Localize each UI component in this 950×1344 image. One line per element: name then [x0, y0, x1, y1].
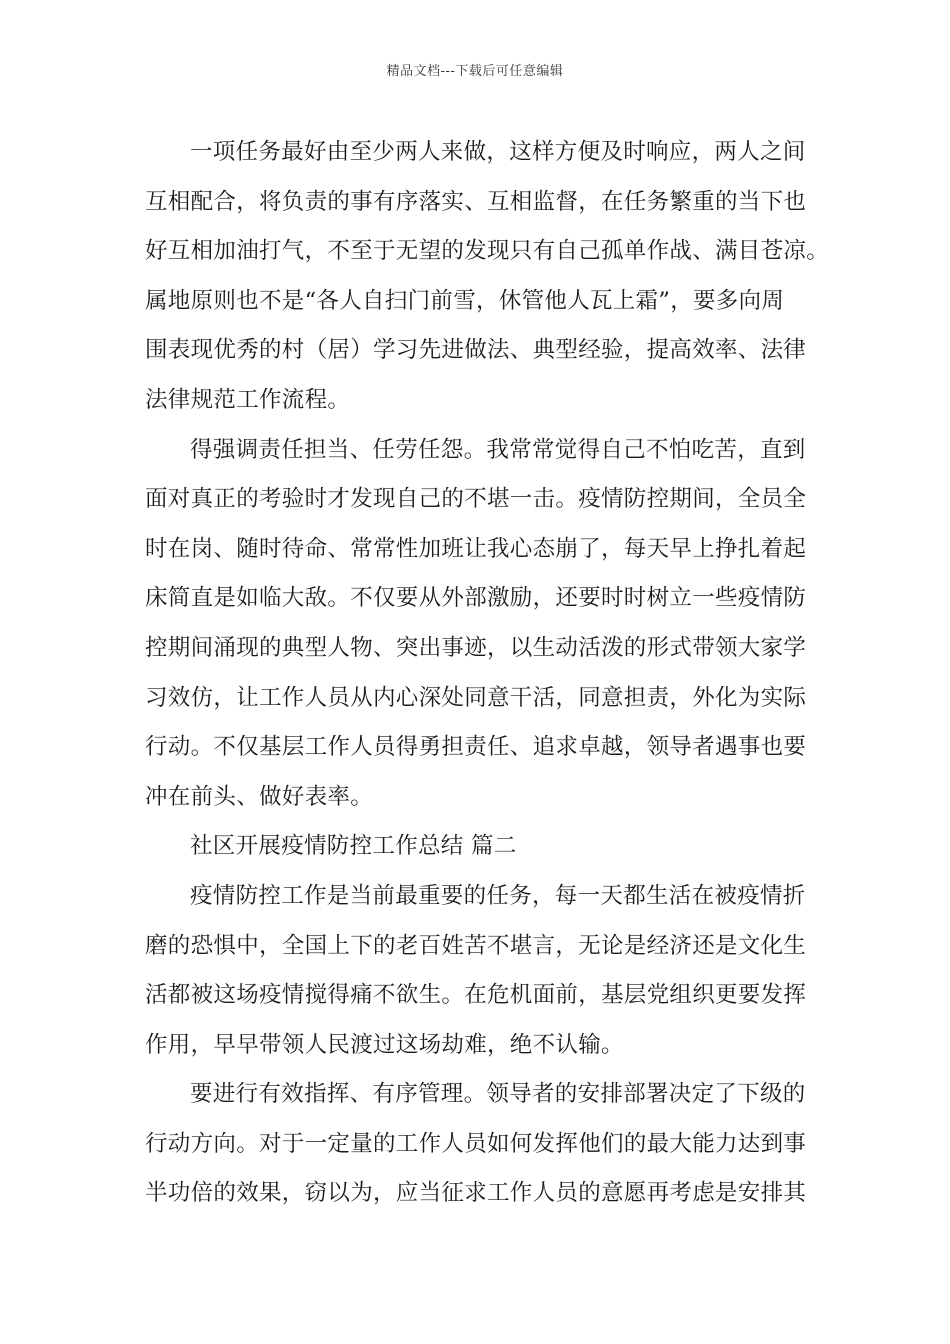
text-line: 作用，早早带领人民渡过这场劫难，绝不认输。: [145, 1031, 624, 1058]
text-line: 床简直是如临大敌。不仅要从外部激励，还要时时树立一些疫情防: [145, 585, 807, 612]
text-line: 好互相加油打气，不至于无望的发现只有自己孤单作战、满目苍凉。: [145, 238, 830, 265]
text-line: 控期间涌现的典型人物、突出事迹，以生动活泼的形式带领大家学: [145, 634, 807, 661]
text-line: 疫情防控工作是当前最重要的任务，每一天都生活在被疫情折: [190, 882, 806, 909]
text-line: 一项任务最好由至少两人来做，这样方便及时响应，两人之间: [190, 139, 806, 165]
text-line: 磨的恐惧中，全国上下的老百姓苦不堪言，无论是经济还是文化生: [145, 932, 807, 959]
text-line: 要进行有效指挥、有序管理。领导者的安排部署决定了下级的: [190, 1081, 806, 1108]
text-line: 面对真正的考验时才发现自己的不堪一击。疫情防控期间，全员全: [145, 486, 807, 513]
text-line: 习效仿，让工作人员从内心深处同意干活，同意担责，外化为实际: [145, 684, 807, 711]
text-line: 法律规范工作流程。: [145, 386, 351, 413]
text-line: 行动方向。对于一定量的工作人员如何发挥他们的最大能力达到事: [145, 1130, 807, 1157]
text-line: 行动。不仅基层工作人员得勇担责任、追求卓越，领导者遇事也要: [145, 734, 807, 761]
text-line: 时在岗、随时待命、常常性加班让我心态崩了，每天早上挣扎着起: [145, 535, 807, 562]
text-line: 互相配合，将负责的事有序落实、互相监督，在任务繁重的当下也: [145, 188, 807, 215]
text-line: 得强调责任担当、任劳任怨。我常常觉得自己不怕吃苦，直到: [190, 436, 806, 463]
text-line: 围表现优秀的村（居）学习先进做法、典型经验，提高效率、法律: [145, 337, 807, 364]
text-line: 活都被这场疫情搅得痛不欲生。在危机面前，基层党组织更要发挥: [145, 982, 807, 1009]
text-line: 社区开展疫情防控工作总结 篇二: [190, 833, 517, 860]
page-header: 精品文档---下载后可任意编辑: [386, 64, 564, 79]
document-body: [145, 128, 835, 1219]
text-line: 属地原则也不是“各人自扫门前雪，休管他人瓦上霜”，要多向周: [145, 287, 785, 314]
text-line: 冲在前头、做好表率。: [145, 783, 374, 810]
text-line: 半功倍的效果，窃以为，应当征求工作人员的意愿再考虑是安排其: [145, 1180, 807, 1207]
